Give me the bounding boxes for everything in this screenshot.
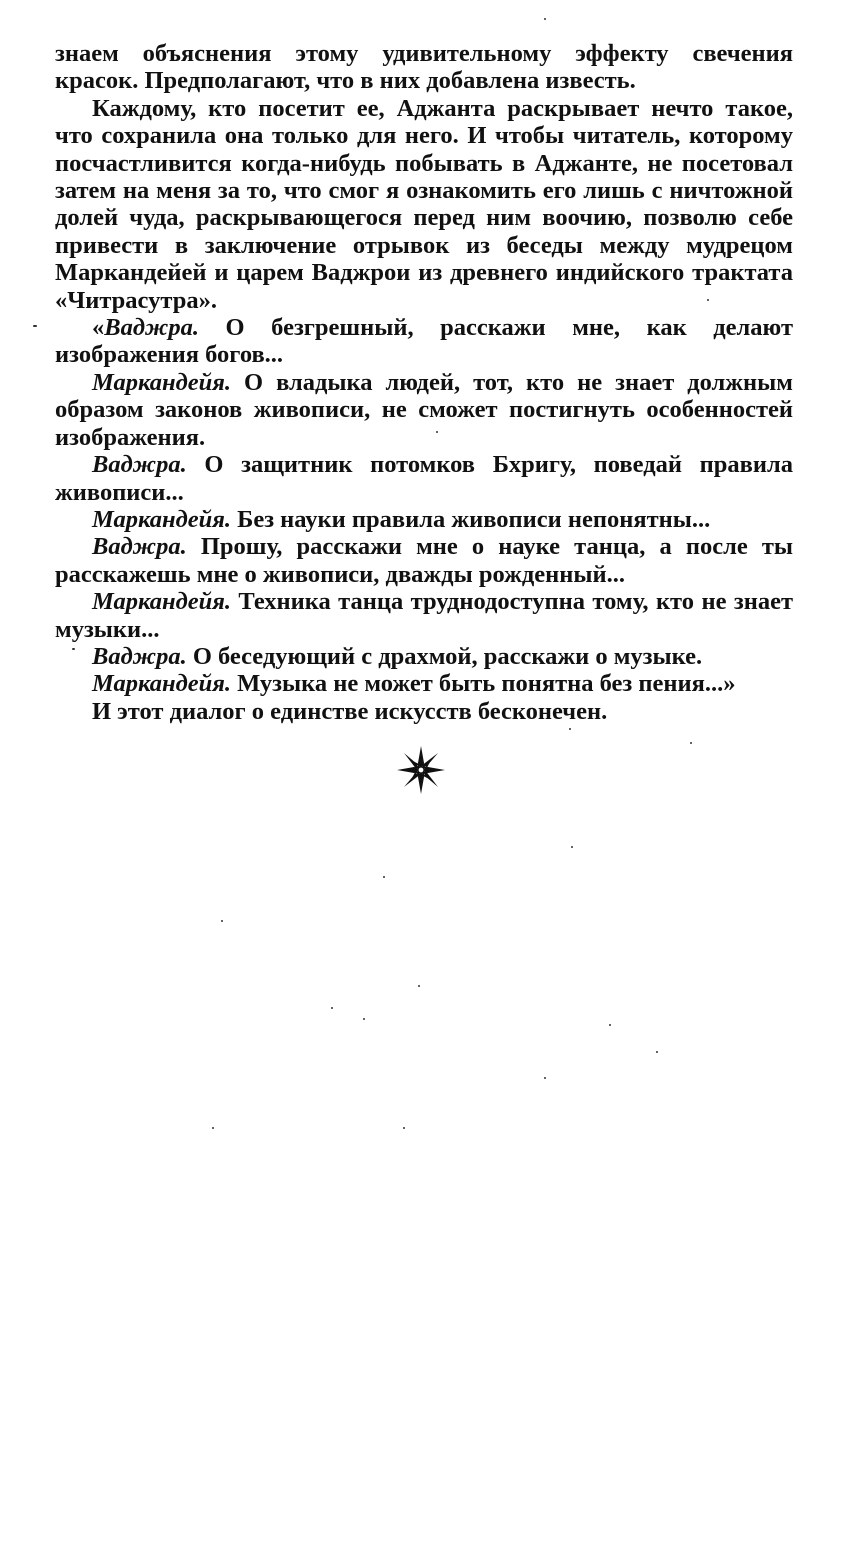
speaker-name: Ваджра. (92, 451, 187, 479)
speck (72, 648, 75, 650)
speaker-name: Маркандейя. (92, 505, 231, 533)
speck (436, 431, 438, 433)
dialogue-text: О защитник потомков Бхригу, поведай правила живописи... (55, 451, 793, 506)
dialogue-text: О владыка людей, тот, кто не знает должным образом законов живописи, не сможет постигнуть особенностей изображения. (55, 368, 793, 451)
eight-pointed-star-icon (396, 745, 446, 795)
speck (707, 299, 709, 301)
opening-quote: « (92, 314, 105, 342)
paragraph-text: Каждому, кто посетит ее, Аджанта раскрывает нечто такое, что сохранила она только для него. И чтобы читатель, которому посчастливится когда-нибудь побывать в Аджанте, не посетовал затем на меня за то, что смог я ознакомить его лишь с ничтожной долей чуда, раскрывающегося перед ним воочию, позволю себе привести в заключение отрывок из беседы между мудрецом Маркандейей и царем Ваджрои из древнего индийского трактата «Читрасутра». (55, 94, 793, 314)
dialogue-text: Без науки правила живописи непонятны... (231, 505, 711, 533)
main-text (55, 40, 793, 725)
dialogue-line-markandeya-3 (55, 588, 793, 643)
paragraph-1 (55, 95, 793, 314)
speck (656, 1051, 658, 1053)
dialogue-line-markandeya-2 (55, 506, 793, 533)
dialogue-text: Техника танца труднодоступна тому, кто не знает музыки... (55, 588, 793, 643)
speck (418, 985, 420, 987)
speaker-name: Ваджра. (104, 314, 199, 342)
speck (571, 846, 573, 848)
dialogue-line-vajra-3 (55, 533, 793, 588)
speck (609, 1024, 611, 1026)
speck (690, 742, 692, 744)
speaker-name: Ваджра. (92, 533, 187, 561)
dialogue-line-vajra-4 (55, 643, 793, 670)
dialogue-text: О безгрешный, расскажи мне, как делают изображения богов... (55, 314, 793, 369)
speck (33, 325, 37, 327)
speck (383, 876, 385, 878)
speaker-name: Ваджра. (92, 642, 187, 670)
paragraph-text: И этот диалог о единстве искусств бесконечен. (92, 697, 608, 725)
dialogue-line-markandeya-1 (55, 369, 793, 451)
speaker-name: Маркандейя. (92, 670, 231, 698)
speaker-name: Маркандейя. (92, 368, 231, 396)
dialogue-line-vajra-1 (55, 314, 793, 369)
dialogue-line-vajra-2 (55, 451, 793, 506)
speck (331, 1007, 333, 1009)
speck (403, 1127, 405, 1129)
speck (569, 728, 571, 730)
speck (544, 18, 546, 20)
paragraph-0 (55, 40, 793, 95)
dialogue-line-markandeya-4 (55, 670, 793, 697)
speck (544, 1077, 546, 1079)
speck (221, 920, 223, 922)
speck (212, 1127, 214, 1129)
paragraph-text: знаем объяснения этому удивительному эффекту свечения красок. Предполагают, что в них добавлена известь. (55, 40, 793, 95)
closing-paragraph (55, 698, 793, 725)
dialogue-text: О беседующий с драхмой, расскажи о музыке. (186, 642, 703, 670)
speck (363, 1018, 365, 1020)
dialogue-text: Прошу, расскажи мне о науке танца, а после ты расскажешь мне о живописи, дважды рожденный... (55, 533, 793, 588)
dialogue-text: Музыка не может быть понятна без пения...» (231, 670, 736, 698)
speaker-name: Маркандейя. (92, 588, 231, 616)
